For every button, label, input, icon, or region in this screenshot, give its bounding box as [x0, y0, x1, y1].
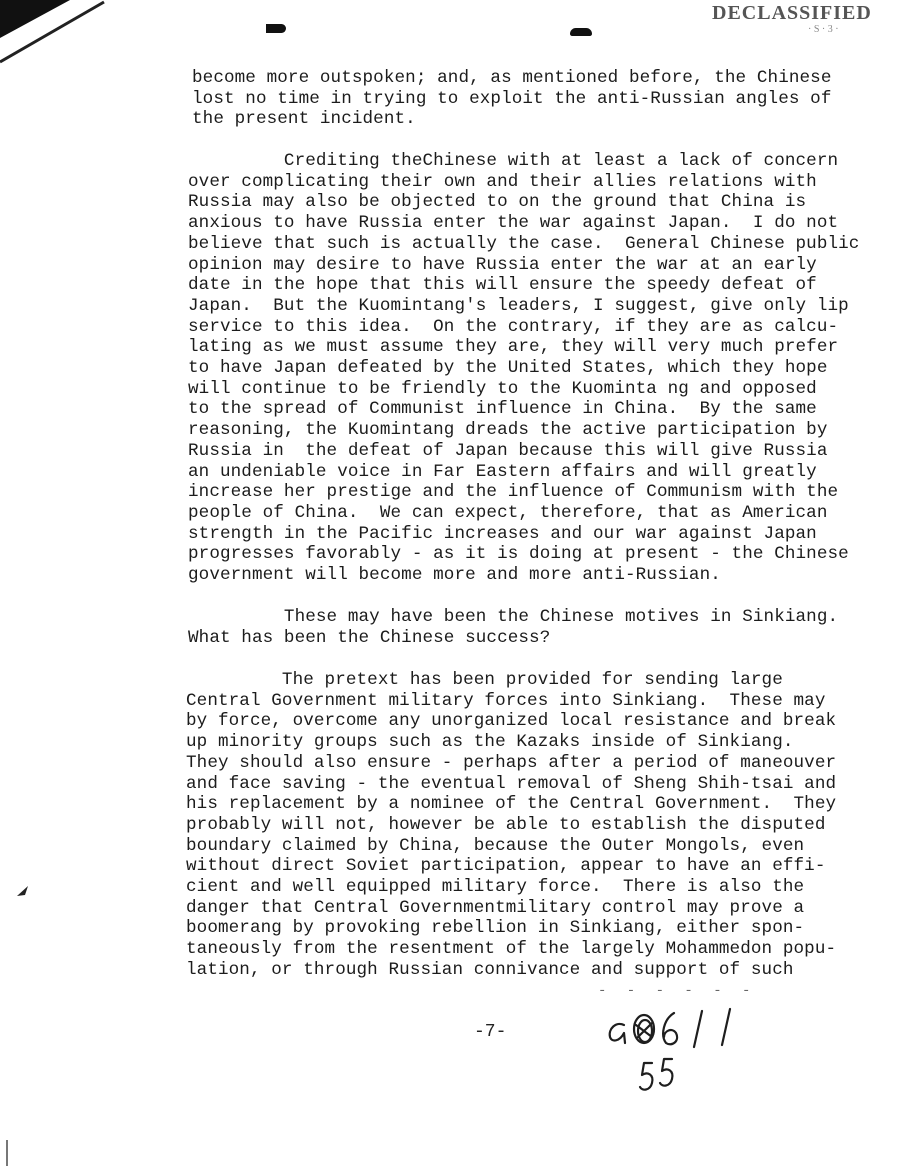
handwritten-number [602, 1005, 752, 1100]
stamp-subtext: · S · 3 · [808, 24, 839, 35]
punch-hole-right [570, 28, 592, 36]
margin-arrow-icon [16, 884, 30, 898]
paragraph-1: become more outspoken; and, as mentioned before, the Chinese lost no time in trying to exploit the anti-Russian angles of the present incident. [192, 68, 832, 130]
paragraph-3: These may have been the Chinese motives in Sinkiang. What has been the Chinese success? [188, 607, 839, 648]
page-number: -7- [474, 1022, 507, 1042]
punch-hole-left [266, 24, 286, 33]
continuation-dashes: - - - - - - [598, 983, 757, 999]
paragraph-2: Crediting theChinese with at least a lack of concern over complicating their own and their allies relations with Russia may also be objected to on the ground that China is anxious to have Russia enter the war against Japan. I do not believe that such is actually the case. General Chinese public opinion may desire to have Russia enter the war at an early date in the hope that this will ensure the speedy defeat of Japan. But the Kuomintang's leaders, I suggest, give only lip service to this idea. On the contrary, if they are as calcu- lating as we must assume they are, they will very much prefer to have Japan defeated by the United States, which they hope will continue to be friendly to the Kuominta ng and opposed to the spread of Communist influence in China. By the same reasoning, the Kuomintang dreads the active participation by Russia in the defeat of Japan because this will give Russia an undeniable voice in Far Eastern affairs and will greatly increase her prestige and the influence of Communism with the people of China. We can expect, therefore, that as American strength in the Pacific increases and our war against Japan progresses favorably - as it is doing at present - the Chinese government will become more and more anti-Russian. [188, 151, 860, 586]
scan-corner-mark [0, 0, 110, 70]
paragraph-4: The pretext has been provided for sending large Central Government military forces into Sinkiang. These may by force, overcome any unorganized local resistance and break up minority groups such as the Kazaks inside of Sinkiang. They should also ensure - perhaps after a period of maneouver and face saving - the eventual removal of Sheng Shih-tsai and his replacement by a nominee of the Central Government. They probably will not, however be able to establish the disputed boundary claimed by China, because the Outer Mongols, even without direct Soviet participation, appear to have an effi- cient and well equipped military force. There is also the danger that Central Governmentmilitary control may prove a boomerang by provoking rebellion in Sinkiang, either spon- taneously from the resentment of the largely Mohammedon popu- lation, or through Russian connivance and support of such [186, 670, 837, 980]
declassified-stamp: DECLASSIFIED [712, 2, 872, 24]
scan-edge-mark [6, 1140, 8, 1166]
